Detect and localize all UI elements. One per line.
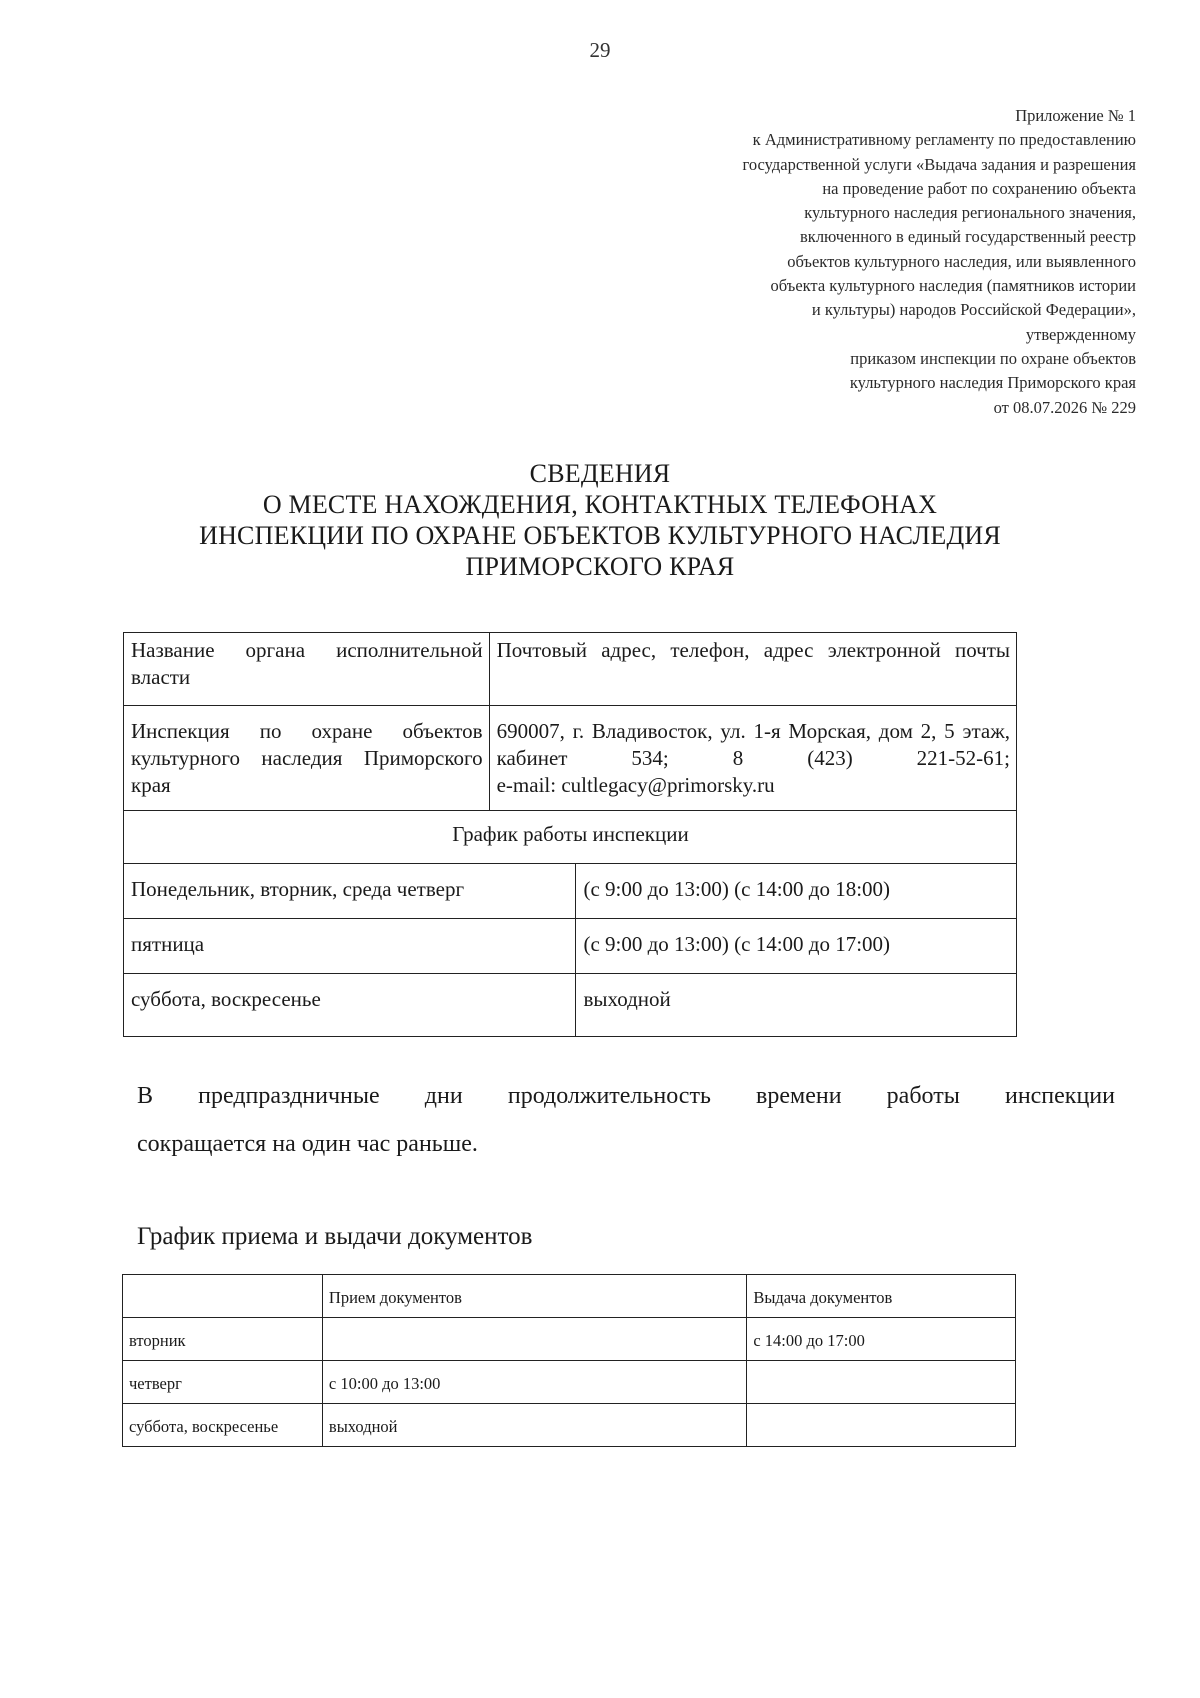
appendix-line: объектов культурного наследия, или выявленного bbox=[787, 251, 1136, 271]
page-number: 29 bbox=[589, 38, 611, 62]
address-cell bbox=[489, 706, 1016, 811]
appendix-line: культурного наследия Приморского края bbox=[849, 373, 1136, 393]
header-cell: Прием документов bbox=[322, 1275, 746, 1318]
heading-line: О МЕСТЕ НАХОЖДЕНИЯ, КОНТАКТНЫХ ТЕЛЕФОНАХ bbox=[262, 490, 938, 519]
receive-cell bbox=[322, 1318, 746, 1361]
appendix-block bbox=[576, 104, 1136, 420]
header-cell bbox=[123, 1275, 323, 1318]
schedule-days-cell: суббота, воскресенье bbox=[124, 974, 576, 1037]
appendix-line: от 08.07.2026 № 229 bbox=[993, 397, 1136, 417]
heading-line: ПРИМОРСКОГО КРАЯ bbox=[465, 552, 735, 581]
table-row bbox=[123, 1318, 1016, 1361]
schedule-hours-cell: (с 9:00 до 13:00) (с 14:00 до 17:00) bbox=[576, 919, 1017, 974]
issue-cell bbox=[747, 1404, 1016, 1447]
header-cell: Выдача документов bbox=[747, 1275, 1016, 1318]
appendix-line: приказом инспекции по охране объектов bbox=[850, 348, 1136, 368]
address-text: 690007, г. Владивосток, ул. 1-я Морская, дом 2, 5 этаж, кабинет 534; 8 (423) 221-52-61; bbox=[496, 719, 1010, 770]
table-row bbox=[124, 864, 1017, 919]
schedule-days-cell: пятница bbox=[124, 919, 576, 974]
table-row bbox=[123, 1404, 1016, 1447]
receive-cell: выходной bbox=[322, 1404, 746, 1447]
schedule-hours-cell: (с 9:00 до 13:00) (с 14:00 до 18:00) bbox=[576, 864, 1017, 919]
table-row bbox=[123, 1275, 1016, 1318]
appendix-line: к Административному регламенту по предоставлению bbox=[752, 130, 1136, 150]
table-row bbox=[124, 706, 1017, 811]
appendix-line: на проведение работ по сохранению объекта bbox=[822, 178, 1136, 198]
table-row bbox=[124, 633, 1017, 706]
appendix-line: утвержденному bbox=[1025, 324, 1136, 344]
document-heading bbox=[0, 458, 1200, 582]
appendix-line: объекта культурного наследия (памятников истории bbox=[770, 276, 1136, 296]
appendix-line: государственной услуги «Выдача задания и разрешения bbox=[742, 154, 1136, 174]
schedule-hours-cell: выходной bbox=[576, 974, 1017, 1037]
day-cell: вторник bbox=[123, 1318, 323, 1361]
table-row bbox=[124, 919, 1017, 974]
schedule-days-cell: Понедельник, вторник, среда четверг bbox=[124, 864, 576, 919]
receive-cell: с 10:00 до 13:00 bbox=[322, 1361, 746, 1404]
table-row bbox=[123, 1361, 1016, 1404]
table-row bbox=[124, 811, 1017, 864]
issue-cell bbox=[747, 1361, 1016, 1404]
header-address-cell: Почтовый адрес, телефон, адрес электронной почты bbox=[489, 633, 1016, 706]
table-row bbox=[124, 974, 1017, 1037]
holiday-note-line: В предпраздничные дни продолжительность времени работы инспекции bbox=[137, 1083, 1115, 1109]
header-org-cell: Название органа исполнительной власти bbox=[124, 633, 490, 706]
appendix-line: Приложение № 1 bbox=[1015, 106, 1136, 125]
email-text: e-mail: cultlegacy@primorsky.ru bbox=[496, 773, 775, 797]
contacts-table bbox=[123, 632, 1017, 1037]
documents-title: График приема и выдачи документов bbox=[137, 1223, 533, 1250]
heading-line: ИНСПЕКЦИИ ПО ОХРАНЕ ОБЪЕКТОВ КУЛЬТУРНОГО НАСЛЕДИЯ bbox=[199, 521, 1001, 550]
issue-cell: с 14:00 до 17:00 bbox=[747, 1318, 1016, 1361]
day-cell: четверг bbox=[123, 1361, 323, 1404]
appendix-line: включенного в единый государственный реестр bbox=[800, 227, 1136, 247]
appendix-line: культурного наследия регионального значения, bbox=[804, 203, 1136, 223]
day-cell: суббота, воскресенье bbox=[123, 1404, 323, 1447]
holiday-note bbox=[137, 1072, 1115, 1168]
schedule-title-cell: График работы инспекции bbox=[124, 811, 1017, 864]
holiday-note-line: сокращается на один час раньше. bbox=[137, 1131, 478, 1157]
appendix-line: и культуры) народов Российской Федерации», bbox=[811, 300, 1136, 320]
documents-table bbox=[122, 1274, 1016, 1447]
org-name-cell: Инспекция по охране объектов культурного наследия Приморского края bbox=[124, 706, 490, 811]
heading-line: СВЕДЕНИЯ bbox=[529, 459, 671, 488]
